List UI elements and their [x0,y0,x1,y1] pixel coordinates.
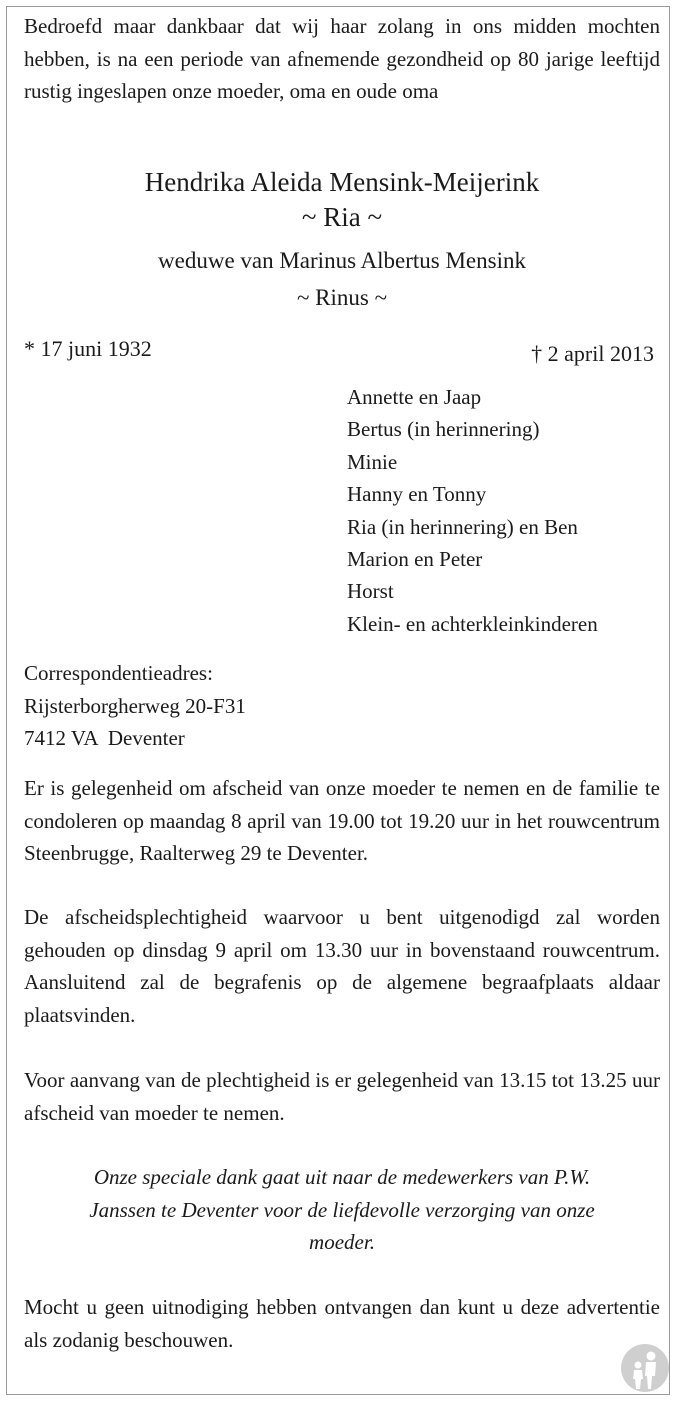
condolence-paragraph: Er is gelegenheid om afscheid van onze moeder te nemen en de familie te condoleren op maandag 8 april van 19.00 tot 19.20 uur in het rouwcentrum Steenbrugge, Raalterweg 29 te Deventer. [24,776,660,865]
birth-date: * 17 juni 1932 [24,336,152,361]
family-member: Marion en Peter [347,547,483,572]
thanks-line: moeder. [309,1230,375,1254]
spouse-line: weduwe van Marinus Albertus Mensink [158,248,526,273]
family-member: Hanny en Tonny [347,482,487,507]
address-label: Correspondentieadres: [24,661,213,685]
intro-paragraph: Bedroefd maar dankbaar dat wij haar zolang in ons midden mochten hebben, is na een periode van afnemende gezondheid op 80 jarige leeftijd rustig ingeslapen onze moeder, oma en oude oma [24,14,660,103]
before-ceremony-paragraph: Voor aanvang van de plechtigheid is er gelegenheid van 13.15 tot 13.25 uur afscheid van moeder te nemen. [24,1068,660,1125]
address-street: Rijsterborgherweg 20-F31 [24,693,246,718]
family-member: Horst [347,579,394,604]
family-member: Ria (in herinnering) en Ben [347,514,578,539]
thanks-paragraph [24,1161,660,1259]
deceased-name: Hendrika Aleida Mensink-Meijerink [144,167,540,197]
family-member: Bertus (in herinnering) [347,417,540,442]
memorial-logo-icon [620,1343,670,1393]
family-member: Klein- en achterkleinkinderen [347,611,598,636]
death-date: † 2 april 2013 [531,341,654,366]
family-member: Minie [347,449,398,474]
family-member: Annette en Jaap [347,385,482,409]
family-list [347,381,598,640]
thanks-line: Janssen te Deventer voor de liefdevolle verzorging van onze [89,1197,595,1222]
closing-paragraph: Mocht u geen uitnodiging hebben ontvangen dan kunt u deze advertentie als zodanig beschouwen. [24,1295,660,1352]
deceased-nickname: ~ Ria ~ [301,202,383,232]
address-city: 7412 VA Deventer [24,726,185,750]
correspondence-address [24,657,246,755]
spouse-nickname: ~ Rinus ~ [296,285,388,310]
thanks-line: Onze speciale dank gaat uit naar de medewerkers van P.W. [93,1165,591,1189]
ceremony-paragraph: De afscheidsplechtigheid waarvoor u bent uitgenodigd zal worden gehouden op dinsdag 9 april om 13.30 uur in bovenstaand rouwcentrum. Aansluitend zal de begrafenis op de algemene begraafplaats aldaar plaatsvinden. [24,905,660,1027]
